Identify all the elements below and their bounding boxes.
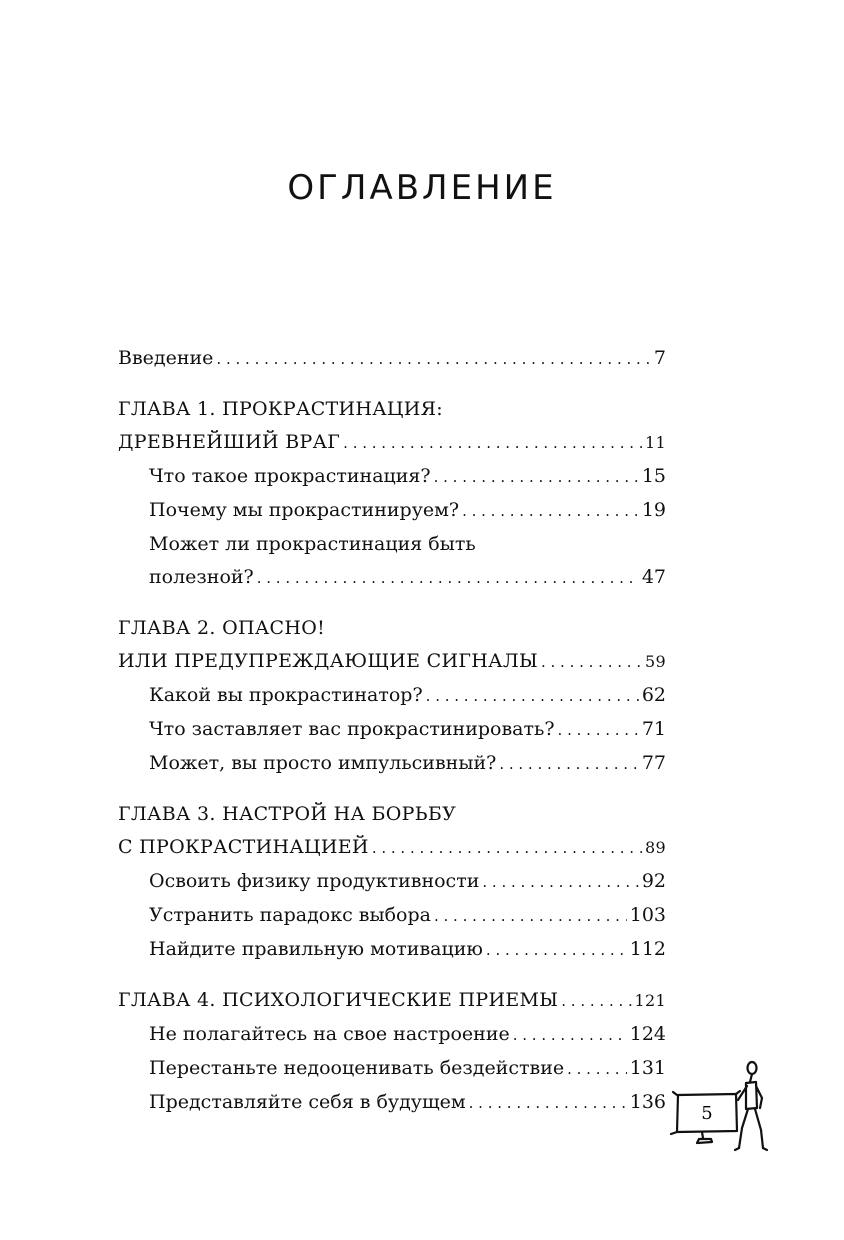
- toc-entry-4-1[interactable]: [118, 1018, 666, 1052]
- toc-page: 136: [629, 1091, 666, 1113]
- toc-label: Почему мы прокрастинируем?: [149, 499, 460, 521]
- toc-label: полезной?: [149, 566, 254, 588]
- dot-leader: [482, 866, 638, 899]
- toc-label: Не полагайтесь на свое настроение: [149, 1023, 510, 1045]
- toc-page: 124: [629, 1023, 666, 1045]
- toc-label: ДРЕВНЕЙШИЙ ВРАГ: [118, 431, 341, 453]
- toc-page: 103: [629, 904, 666, 926]
- chapter-2-title-line1: ГЛАВА 2. ОПАСНО!: [118, 617, 326, 639]
- toc-label: Введение: [118, 347, 214, 369]
- dot-leader: [561, 985, 631, 1018]
- toc-page: 11: [645, 433, 666, 452]
- toc-entry-3-2[interactable]: [118, 899, 666, 933]
- table-of-contents: [118, 342, 666, 1120]
- dot-leader: [426, 680, 639, 713]
- dot-leader: [257, 562, 639, 595]
- toc-label: Освоить физику продуктивности: [149, 870, 480, 892]
- stick-figure-icon: [735, 1062, 767, 1150]
- dot-leader: [558, 714, 639, 747]
- dot-leader: [499, 748, 639, 781]
- toc-label: Найдите правильную мотивацию: [149, 938, 483, 960]
- toc-page: 59: [645, 652, 666, 671]
- toc-entry-chapter-4[interactable]: [118, 984, 666, 1018]
- toc-page: 89: [645, 838, 666, 857]
- toc-page: 112: [629, 938, 666, 960]
- toc-label: ГЛАВА 4. ПСИХОЛОГИЧЕСКИЕ ПРИЕМЫ: [118, 989, 559, 1011]
- dot-leader: [469, 1087, 627, 1120]
- dot-leader: [486, 934, 627, 967]
- toc-entry-chapter-1[interactable]: [118, 426, 666, 460]
- dot-leader: [513, 1019, 627, 1052]
- dot-leader: [541, 646, 642, 679]
- toc-entry-2-3[interactable]: [118, 747, 666, 781]
- toc-entry-1-1[interactable]: [118, 460, 666, 494]
- toc-page: 71: [641, 718, 666, 740]
- toc-page: 15: [641, 465, 666, 487]
- toc-page: 92: [641, 870, 666, 892]
- dot-leader: [343, 427, 642, 460]
- toc-label: ИЛИ ПРЕДУПРЕЖДАЮЩИЕ СИГНАЛЫ: [118, 650, 538, 672]
- toc-label: Что заставляет вас прокрастинировать?: [149, 718, 555, 740]
- page-number-illustration: [666, 1056, 776, 1156]
- toc-label: Перестаньте недооценивать бездействие: [149, 1057, 565, 1079]
- toc-entry-1-2[interactable]: [118, 494, 666, 528]
- dot-leader: [434, 900, 627, 933]
- toc-entry-4-3[interactable]: [118, 1086, 666, 1120]
- toc-label: Может, вы просто импульсивный?: [149, 752, 497, 774]
- toc-page: 77: [641, 752, 666, 774]
- page-title: ОГЛАВЛЕНИЕ: [287, 168, 557, 208]
- toc-entry-chapter-2[interactable]: [118, 645, 666, 679]
- toc-page: 62: [641, 684, 666, 706]
- toc-page: 7: [653, 347, 666, 369]
- chapter-1-title-line1: ГЛАВА 1. ПРОКРАСТИНАЦИЯ:: [118, 398, 444, 420]
- toc-entry-2-1[interactable]: [118, 679, 666, 713]
- toc-page: 19: [641, 499, 666, 521]
- toc-label: Что такое прокрастинация?: [149, 465, 431, 487]
- page-number: 5: [701, 1103, 713, 1124]
- toc-entry-4-2[interactable]: [118, 1052, 666, 1086]
- toc-entry-1-3[interactable]: [118, 561, 666, 595]
- dot-leader: [372, 832, 642, 865]
- toc-label: Устранить парадокс выбора: [149, 904, 431, 926]
- toc-entry-1-3-line1: Может ли прокрастинация быть: [149, 533, 476, 555]
- toc-label: Какой вы прокрастинатор?: [149, 684, 423, 706]
- toc-label: Представляйте себя в будущем: [149, 1091, 466, 1113]
- toc-page: 131: [629, 1057, 666, 1079]
- toc-entry-3-1[interactable]: [118, 865, 666, 899]
- toc-entry-2-2[interactable]: [118, 713, 666, 747]
- dot-leader: [462, 495, 639, 528]
- toc-entry-3-3[interactable]: [118, 933, 666, 967]
- dot-leader: [434, 461, 639, 494]
- toc-entry-chapter-3[interactable]: [118, 831, 666, 865]
- chapter-3-title-line1: ГЛАВА 3. НАСТРОЙ НА БОРЬБУ: [118, 803, 457, 825]
- dot-leader: [216, 343, 650, 376]
- toc-page: 47: [641, 566, 666, 588]
- toc-label: С ПРОКРАСТИНАЦИЕЙ: [118, 836, 369, 858]
- dot-leader: [567, 1053, 627, 1086]
- toc-page: 121: [634, 991, 666, 1010]
- toc-entry-intro[interactable]: [118, 342, 666, 376]
